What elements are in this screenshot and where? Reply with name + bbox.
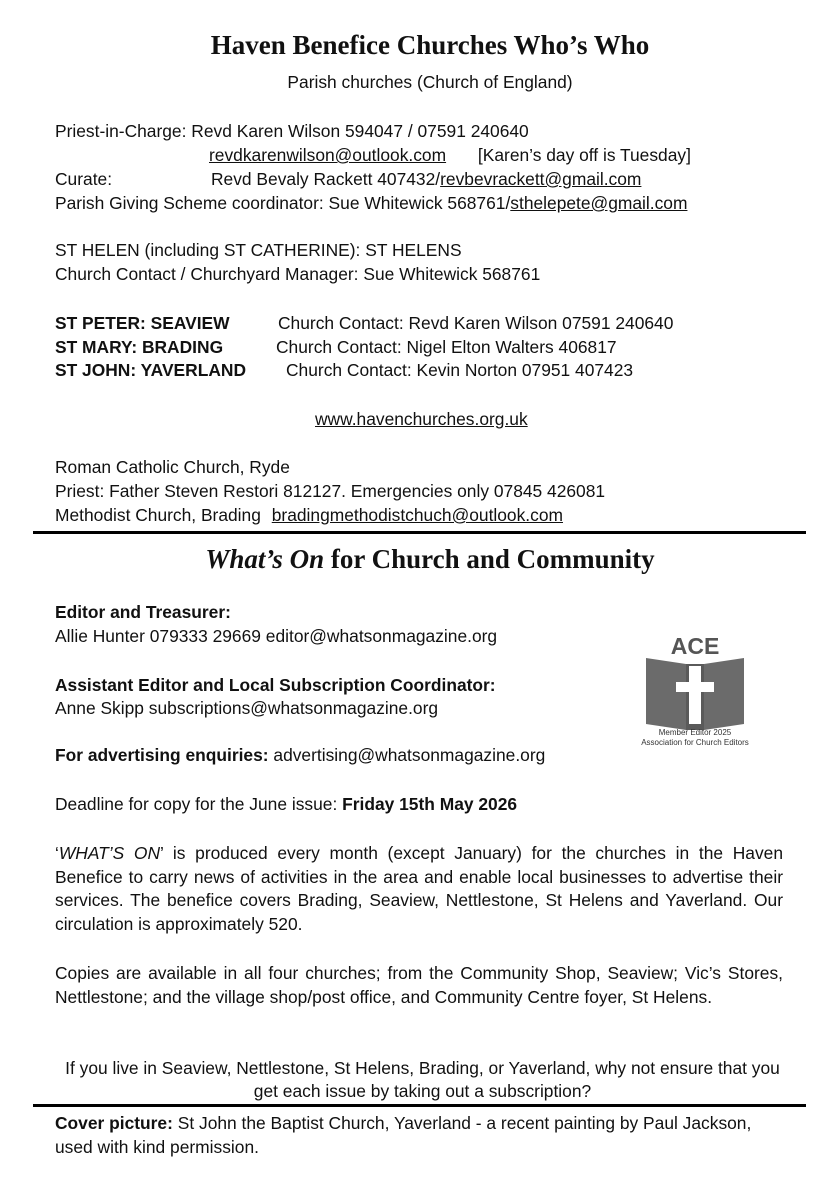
church-name-st-mary: ST MARY: BRADING [55,337,224,357]
advertising-value: advertising@whatsonmagazine.org [268,745,546,765]
deadline-date: Friday 15th May 2026 [342,794,518,814]
deadline-text: Deadline for copy for the June issue: [55,794,343,814]
website-link[interactable]: www.havenchurches.org.uk [315,409,528,429]
whos-who-subtitle: Parish churches (Church of England) [287,72,573,92]
about-paragraph [55,842,783,936]
curate-value: Revd Bevaly Rackett 407432/ [211,169,441,189]
methodist-email-link[interactable]: bradingmethodistchuch@outlook.com [271,505,563,525]
copies-paragraph: Copies are available in all four churches; from the Community Shop, Seaview; Vic’s Stores, Nettlestone; and the village shop/post office, and Community Centre foyer, St Helens. [55,963,783,1007]
cover-label: Cover picture: [55,1113,173,1133]
advertising-line [55,745,545,766]
church-name-st-peter: ST PETER: SEAVIEW [55,313,230,333]
section-divider-top [33,531,806,534]
pgs-text: Parish Giving Scheme coordinator: Sue Whitewick 568761/ [55,193,511,213]
whats-on-title-italic: What’s On [205,544,325,574]
pgs-line [55,193,687,214]
priest-day-off-note: [Karen’s day off is Tuesday] [477,145,691,165]
rc-priest: Priest: Father Steven Restori 812127. Emergencies only 07845 426081 [55,481,606,501]
about-magazine-name: WHAT’S ON [58,843,161,863]
curate-line [211,169,641,190]
ace-acronym: ACE [670,633,720,659]
subscribe-paragraph: If you live in Seaview, Nettlestone, St Helens, Brading, or Yaverland, why not ensure that you get each issue by taking out a subscription? [65,1058,780,1101]
st-helen-line: ST HELEN (including ST CATHERINE): ST HELENS [55,240,462,260]
church-contact-st-mary: Church Contact: Nigel Elton Walters 406817 [276,337,617,357]
deadline-line [55,794,517,815]
rc-church: Roman Catholic Church, Ryde [55,457,290,477]
priest-label: Priest-in-Charge: [55,121,187,141]
pgs-email-link[interactable]: sthelepete@gmail.com [510,193,688,213]
cover-paragraph [55,1112,760,1159]
whats-on-title-rest: for Church and Community [324,544,655,574]
church-contact-st-john: Church Contact: Kevin Norton 07951 407423 [286,360,634,380]
advertising-label: For advertising enquiries: [55,745,269,765]
curate-label: Curate: [55,169,113,189]
curate-email-link[interactable]: revbevrackett@gmail.com [440,169,642,189]
cover-text: St John the Baptist Church, Yaverland - a recent painting by Paul Jackson, used with kind permission. [55,1113,752,1157]
editor-value: Allie Hunter 079333 29669 editor@whatsonmagazine.org [55,626,498,646]
priest-email-link[interactable]: revdkarenwilson@outlook.com [209,145,447,165]
assistant-value: Anne Skipp subscriptions@whatsonmagazine.org [55,698,439,718]
whats-on-title [0,544,840,575]
methodist-line [55,505,563,526]
ace-logo-line2: Association for Church Editors [641,738,749,747]
st-helen-contact: Church Contact / Churchyard Manager: Sue Whitewick 568761 [55,264,541,284]
methodist-text: Methodist Church, Brading [55,505,261,525]
church-contact-st-peter: Church Contact: Revd Karen Wilson 07591 240640 [278,313,674,333]
priest-value: Revd Karen Wilson 594047 / 07591 240640 [191,121,529,141]
whos-who-title: Haven Benefice Churches Who’s Who [210,30,650,60]
editor-label: Editor and Treasurer: [55,602,231,622]
church-name-st-john: ST JOHN: YAVERLAND [55,360,247,380]
priest-line [55,121,529,142]
priest-email-line [209,145,691,166]
ace-logo-line1: Member Editor 2025 [658,728,732,737]
about-open-quote: ‘ [55,843,59,863]
assistant-label: Assistant Editor and Local Subscription Coordinator: [55,675,496,695]
section-divider-bottom [33,1104,806,1107]
about-text: ’ is produced every month (except January) for the churches in the Haven Benefice to carry news of activities in the area and enable local businesses to advertise their services. The benefice covers Brading, Seaview, Nettlestone, St Helens and Yaverland. Our circulation is approximately 520. [55,843,783,934]
